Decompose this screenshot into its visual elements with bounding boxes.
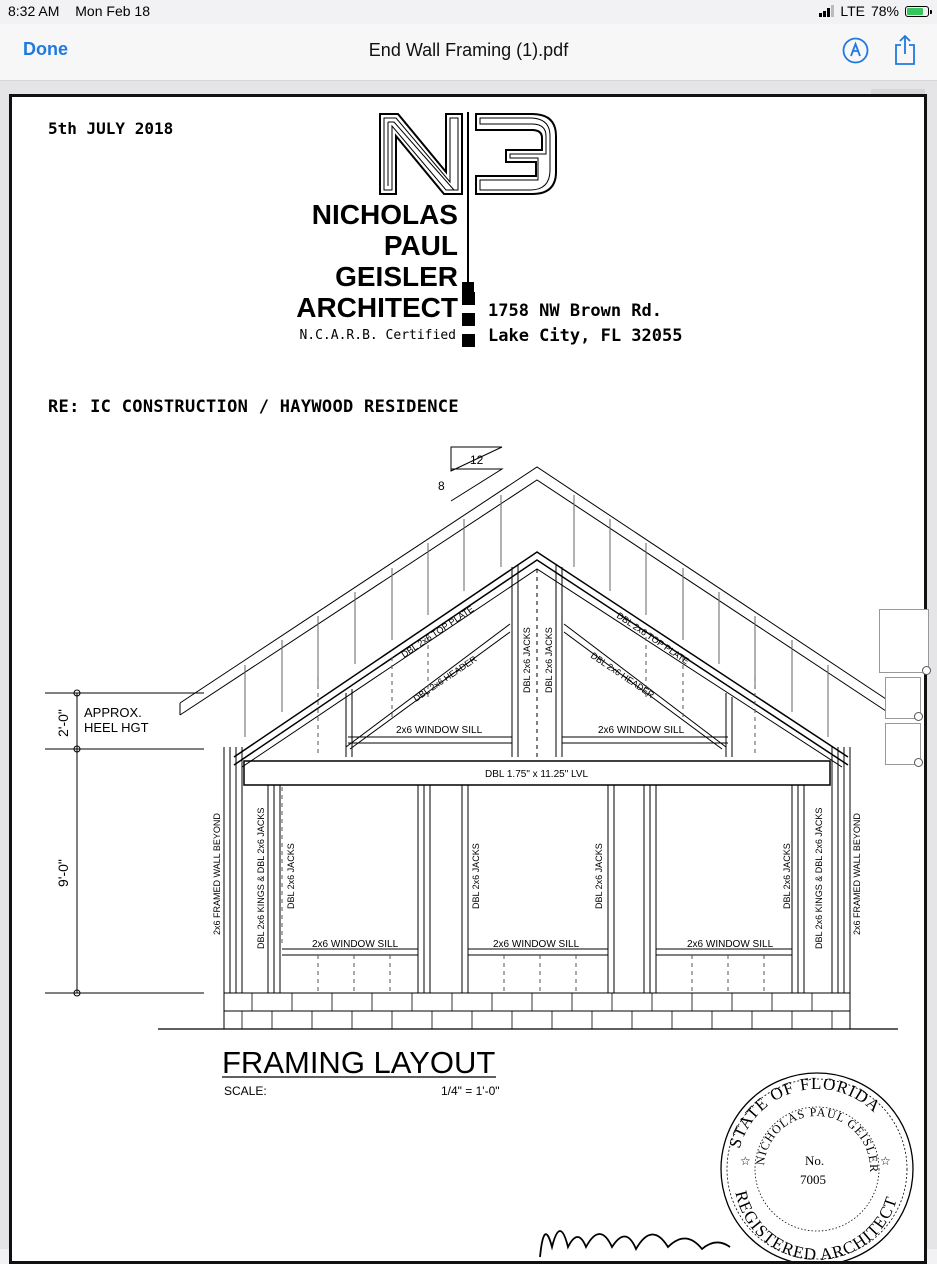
scale-label: SCALE:: [224, 1084, 267, 1098]
status-time: 8:32 AM: [8, 3, 60, 19]
framing-drawing: [12, 97, 924, 1261]
upper-sill-label-right: 2x6 WINDOW SILL: [598, 725, 685, 736]
ridge-jacks-label-1: DBL 2x6 JACKS: [522, 627, 532, 693]
top-plate-label-right: DBL 2x6 TOP PLATE: [614, 610, 691, 667]
pdf-page: [9, 94, 927, 1264]
re-line: RE: IC CONSTRUCTION / HAYWOOD RESIDENCE: [48, 397, 459, 417]
slope-rise-label: 8: [438, 479, 445, 493]
drawing-title: FRAMING LAYOUT: [222, 1045, 496, 1080]
kings-jacks-label-left: DBL 2x6 KINGS & DBL 2x6 JACKS: [256, 807, 266, 949]
markup-pen-icon[interactable]: [842, 37, 869, 64]
page-thumbnail-1[interactable]: [879, 609, 929, 673]
slope-run-label: 12: [470, 453, 484, 467]
page-thumbnails: [879, 609, 929, 769]
header-label-left: DBL 2x6 HEADER: [411, 653, 479, 704]
jacks-label-3: DBL 2x6 JACKS: [594, 843, 604, 909]
battery-icon: [905, 6, 929, 17]
top-plate-label-left: DBL 2x6 TOP PLATE: [399, 603, 476, 660]
svg-text:☆: ☆: [880, 1154, 891, 1168]
document-viewer[interactable]: [0, 81, 937, 1261]
document-title: End Wall Framing (1).pdf: [368, 40, 569, 60]
lower-sill-label-3: 2x6 WINDOW SILL: [687, 939, 774, 950]
firm-name-line2: PAUL: [383, 230, 458, 261]
page-thumbnail-2[interactable]: [885, 677, 921, 719]
firm-name-line4: ARCHITECT: [296, 292, 458, 323]
firm-certification: N.C.A.R.B. Certified: [299, 328, 456, 343]
address-line1: 1758 NW Brown Rd.: [488, 301, 662, 321]
svg-text:No.: No.: [805, 1153, 825, 1168]
svg-text:STATE OF FLORIDA: STATE OF FLORIDA: [725, 1073, 885, 1151]
status-date: Mon Feb 18: [75, 3, 150, 19]
svg-text:REGISTERED ARCHITECT: REGISTERED ARCHITECT: [731, 1188, 902, 1261]
battery-percent: 78%: [870, 3, 899, 19]
upper-sill-label-left: 2x6 WINDOW SILL: [396, 725, 483, 736]
framed-wall-label-left: 2x6 FRAMED WALL BEYOND: [212, 813, 222, 935]
annotation-badge-icon: [914, 712, 923, 721]
heel-dimension: 2'-0": [55, 709, 71, 737]
svg-text:NICHOLAS PAUL GEISLER: NICHOLAS PAUL GEISLER: [753, 1104, 882, 1174]
network-label: LTE: [840, 3, 865, 19]
architect-signature: [540, 1231, 730, 1257]
firm-name-line3: GEISLER: [335, 261, 458, 292]
architect-seal: [721, 1073, 913, 1261]
header-label-right: DBL 2x6 HEADER: [588, 650, 656, 701]
jacks-label-2: DBL 2x6 JACKS: [471, 843, 481, 909]
heel-note-line1: APPROX.: [84, 705, 142, 720]
status-bar: [0, 0, 937, 24]
annotation-badge-icon: [922, 666, 931, 675]
heel-note-line2: HEEL HGT: [84, 720, 149, 735]
lvl-label: DBL 1.75" x 11.25" LVL: [485, 769, 589, 780]
address-line2: Lake City, FL 32055: [488, 326, 683, 346]
done-button[interactable]: Done: [23, 39, 68, 59]
scale-value: 1/4" = 1'-0": [441, 1084, 500, 1098]
svg-text:7005: 7005: [800, 1172, 826, 1187]
nav-bar: [0, 24, 937, 81]
wall-height-dimension: 9'-0": [55, 859, 71, 887]
page-thumbnail-3[interactable]: [885, 723, 921, 765]
framed-wall-label-right: 2x6 FRAMED WALL BEYOND: [852, 813, 862, 935]
document-date: 5th JULY 2018: [48, 119, 174, 138]
ridge-jacks-label-2: DBL 2x6 JACKS: [544, 627, 554, 693]
lower-sill-label-1: 2x6 WINDOW SILL: [312, 939, 399, 950]
firm-name-line1: NICHOLAS: [311, 199, 458, 230]
lower-sill-label-2: 2x6 WINDOW SILL: [493, 939, 580, 950]
share-icon[interactable]: [893, 34, 917, 66]
annotation-badge-icon: [914, 758, 923, 767]
jacks-label-1: DBL 2x6 JACKS: [286, 843, 296, 909]
kings-jacks-label-right: DBL 2x6 KINGS & DBL 2x6 JACKS: [814, 807, 824, 949]
svg-text:☆: ☆: [740, 1154, 751, 1168]
jacks-label-4: DBL 2x6 JACKS: [782, 843, 792, 909]
cellular-signal-icon: [819, 5, 834, 17]
